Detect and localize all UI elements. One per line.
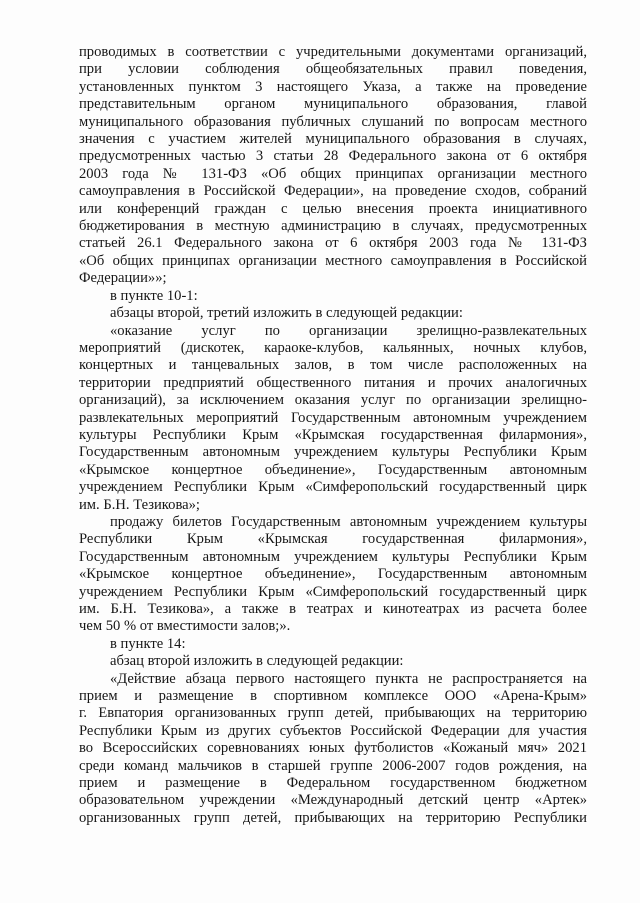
text-line: мероприятий (дискотек, караоке-клубов, кальянных, ночных клубов, bbox=[79, 339, 587, 356]
text-line: чем 50 % от вместимости залов;». bbox=[79, 618, 291, 635]
text-line: абзацы второй, третий изложить в следующей редакции: bbox=[110, 305, 463, 322]
text-line: развлекательных мероприятий Государственным автономным учреждением bbox=[79, 409, 587, 426]
text-line: Федерации»»; bbox=[79, 270, 167, 287]
text-line: абзац второй изложить в следующей редакции: bbox=[110, 653, 404, 670]
text-line: Республики Крым «Крымская государственная филармония», bbox=[79, 531, 587, 548]
text-line: при условии соблюдения общеобязательных правил поведения, bbox=[79, 61, 587, 78]
text-line: представительным органом муниципального образования, главой bbox=[79, 96, 587, 113]
text-line: статьей 26.1 Федерального закона от 6 октября 2003 года № 131-ФЗ bbox=[79, 235, 587, 252]
text-line: бюджетирования в местную администрацию в случаях, предусмотренных bbox=[79, 218, 587, 235]
text-line: проводимых в соответствии с учредительными документами организаций, bbox=[79, 44, 587, 60]
text-line: учреждением Республики Крым «Симферопольский государственный цирк bbox=[79, 583, 587, 600]
text-line: им. Б.Н. Тезикова»; bbox=[79, 496, 200, 513]
text-line: «Крымское концертное объединение», Государственным автономным bbox=[79, 566, 587, 583]
text-line: территории предприятий общественного питания и прочих аналогичных bbox=[79, 374, 587, 391]
text-line: «оказание услуг по организации зрелищно-развлекательных bbox=[110, 322, 587, 339]
text-line: или конференций граждан с целью внесения проекта инициативного bbox=[79, 200, 587, 217]
text-line: самоуправления в Российской Федерации», на проведение сходов, собраний bbox=[79, 183, 587, 200]
text-line: организованных групп детей, прибывающих на территорию Республики bbox=[79, 809, 587, 826]
text-line: продажу билетов Государственным автономным учреждением культуры bbox=[110, 513, 587, 530]
text-line: организаций), за исключением оказания услуг по организации зрелищно- bbox=[79, 392, 587, 409]
text-line: Государственным автономным учреждением культуры Республики Крым bbox=[79, 548, 587, 565]
text-line: значения с участием жителей муниципального образования в случаях, bbox=[79, 131, 587, 148]
text-line: Республики Крым из других субъектов Российской Федерации для участия bbox=[79, 722, 587, 739]
text-line: во Всероссийских соревнованиях юных футболистов «Кожаный мяч» 2021 bbox=[79, 740, 587, 757]
text-line: прием и размещение в Федеральном государственном бюджетном bbox=[79, 775, 587, 792]
text-line: культуры Республики Крым «Крымская государственная филармония», bbox=[79, 426, 587, 443]
text-line: среди команд мальчиков в старшей группе 2006-2007 годов рождения, на bbox=[79, 757, 587, 774]
text-line: «Действие абзаца первого настоящего пункта не распространяется на bbox=[110, 670, 587, 687]
text-line: 2003 года № 131-ФЗ «Об общих принципах организации местного bbox=[79, 165, 587, 182]
text-line: прием и размещение в спортивном комплексе ООО «Арена-Крым» bbox=[79, 688, 587, 705]
text-line: в пункте 14: bbox=[110, 635, 186, 652]
document-body bbox=[79, 44, 587, 827]
text-line: муниципального образования публичных слушаний по вопросам местного bbox=[79, 113, 587, 130]
text-line: учреждением Республики Крым «Симферопольский государственный цирк bbox=[79, 479, 587, 496]
text-line: концертных и танцевальных залов, в том числе расположенных на bbox=[79, 357, 587, 374]
text-line: образовательном учреждении «Международный детский центр «Артек» bbox=[79, 792, 587, 809]
text-line: «Крымское концертное объединение», Государственным автономным bbox=[79, 461, 587, 478]
text-line: Государственным автономным учреждением культуры Республики Крым bbox=[79, 444, 587, 461]
text-line: в пункте 10-1: bbox=[110, 287, 198, 304]
text-line: «Об общих принципах организации местного самоуправления в Российской bbox=[79, 252, 587, 269]
text-line: г. Евпатория организованных групп детей, прибывающих на территорию bbox=[79, 705, 587, 722]
text-line: им. Б.Н. Тезикова», а также в театрах и кинотеатрах из расчета более bbox=[79, 601, 587, 617]
text-line: установленных пунктом 3 настоящего Указа, а также на проведение bbox=[79, 78, 587, 95]
text-line: предусмотренных частью 3 статьи 28 Федерального закона от 6 октября bbox=[79, 148, 587, 165]
